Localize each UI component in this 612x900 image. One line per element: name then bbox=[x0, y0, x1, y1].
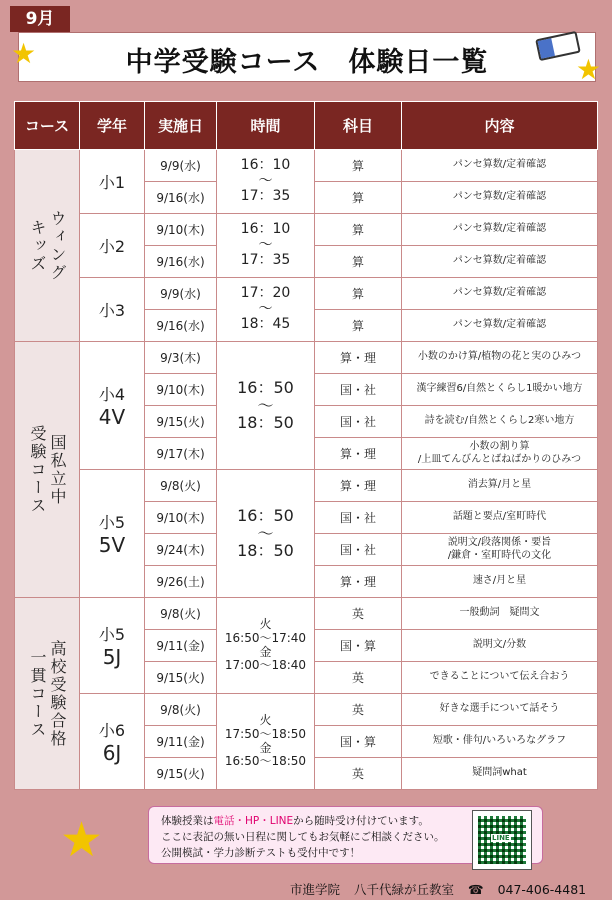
subject-cell: 算 bbox=[315, 310, 402, 342]
subject-cell: 国・社 bbox=[315, 406, 402, 438]
time-cell: 16：50 〜 18：50 bbox=[217, 470, 315, 598]
subject-cell: 国・算 bbox=[315, 726, 402, 758]
grade-cell: 小6 6J bbox=[80, 694, 145, 790]
time-cell: 16：50 〜 18：50 bbox=[217, 342, 315, 470]
subject-cell: 国・社 bbox=[315, 534, 402, 566]
date-cell: 9/10(木) bbox=[145, 214, 217, 246]
content-cell: 漢字練習6/自然とくらし1暖かい地方 bbox=[402, 374, 598, 406]
column-header: 科目 bbox=[315, 102, 402, 150]
star-mascot-icon: ★ bbox=[60, 812, 104, 868]
subject-cell: 国・社 bbox=[315, 502, 402, 534]
date-cell: 9/15(火) bbox=[145, 406, 217, 438]
footer bbox=[290, 880, 596, 898]
content-cell: 一般動詞 疑問文 bbox=[402, 598, 598, 630]
content-cell: 説明文/段落関係・要旨 /鎌倉・室町時代の文化 bbox=[402, 534, 598, 566]
content-cell: 速さ/月と星 bbox=[402, 566, 598, 598]
content-cell: パンセ算数/定着確認 bbox=[402, 246, 598, 278]
content-cell: 消去算/月と星 bbox=[402, 470, 598, 502]
column-header: 時間 bbox=[217, 102, 315, 150]
content-cell: 好きな選手について話そう bbox=[402, 694, 598, 726]
column-header: コース bbox=[15, 102, 80, 150]
subject-cell: 英 bbox=[315, 694, 402, 726]
subject-cell: 算・理 bbox=[315, 470, 402, 502]
subject-cell: 算 bbox=[315, 278, 402, 310]
time-cell: 16：10 〜 17：35 bbox=[217, 150, 315, 214]
subject-cell: 算・理 bbox=[315, 342, 402, 374]
table-row bbox=[15, 150, 598, 182]
subject-cell: 英 bbox=[315, 598, 402, 630]
table-row bbox=[15, 278, 598, 310]
page-title: 中学受験コース 体験日一覧 bbox=[125, 47, 489, 78]
content-cell: パンセ算数/定着確認 bbox=[402, 310, 598, 342]
phone-icon: ☎ bbox=[468, 882, 484, 897]
content-cell: 小数の割り算 /上皿てんびんとばねばかりのひみつ bbox=[402, 438, 598, 470]
content-cell: できることについて伝え合おう bbox=[402, 662, 598, 694]
table-row bbox=[15, 470, 598, 502]
branch-name: 八千代緑が丘教室 bbox=[354, 882, 455, 897]
phone-number[interactable]: 047-406-4481 bbox=[497, 882, 587, 897]
table-header-row bbox=[15, 102, 598, 150]
date-cell: 9/24(木) bbox=[145, 534, 217, 566]
date-cell: 9/3(木) bbox=[145, 342, 217, 374]
subject-cell: 国・算 bbox=[315, 630, 402, 662]
subject-cell: 算 bbox=[315, 150, 402, 182]
time-cell: 火 16:50〜17:40 金 17:00〜18:40 bbox=[217, 598, 315, 694]
notice-line-2: ここに表記の無い日程に関してもお気軽にご相談ください。 bbox=[161, 831, 445, 843]
subject-cell: 算 bbox=[315, 246, 402, 278]
grade-cell: 小4 4V bbox=[80, 342, 145, 470]
date-cell: 9/9(水) bbox=[145, 150, 217, 182]
content-cell: 話題と要点/室町時代 bbox=[402, 502, 598, 534]
month-tab: 9月 bbox=[10, 6, 70, 32]
qr-label: LINE bbox=[492, 834, 510, 842]
date-cell: 9/9(水) bbox=[145, 278, 217, 310]
date-cell: 9/8(火) bbox=[145, 470, 217, 502]
content-cell: 説明文/分数 bbox=[402, 630, 598, 662]
subject-cell: 算・理 bbox=[315, 438, 402, 470]
date-cell: 9/8(火) bbox=[145, 694, 217, 726]
subject-cell: 算 bbox=[315, 182, 402, 214]
table-row bbox=[15, 598, 598, 630]
course-cell: ウィング キッズ bbox=[15, 150, 80, 342]
date-cell: 9/16(水) bbox=[145, 182, 217, 214]
column-header: 実施日 bbox=[145, 102, 217, 150]
date-cell: 9/17(木) bbox=[145, 438, 217, 470]
content-cell: 短歌・俳句/いろいろなグラフ bbox=[402, 726, 598, 758]
content-cell: パンセ算数/定着確認 bbox=[402, 214, 598, 246]
content-cell: パンセ算数/定着確認 bbox=[402, 150, 598, 182]
subject-cell: 算 bbox=[315, 214, 402, 246]
content-cell: 詩を読む/自然とくらし2寒い地方 bbox=[402, 406, 598, 438]
subject-cell: 算・理 bbox=[315, 566, 402, 598]
date-cell: 9/11(金) bbox=[145, 630, 217, 662]
schedule-table bbox=[14, 101, 598, 790]
subject-cell: 国・社 bbox=[315, 374, 402, 406]
star-mascot-icon: ★ bbox=[575, 53, 601, 86]
star-mascot-icon: ★ bbox=[11, 37, 37, 70]
subject-cell: 英 bbox=[315, 662, 402, 694]
notice-line-1: 体験授業は電話・HP・LINEから随時受け付けています。 bbox=[161, 815, 429, 827]
date-cell: 9/15(火) bbox=[145, 758, 217, 790]
date-cell: 9/10(木) bbox=[145, 502, 217, 534]
content-cell: 小数のかけ算/植物の花と実のひみつ bbox=[402, 342, 598, 374]
table-row bbox=[15, 694, 598, 726]
date-cell: 9/16(水) bbox=[145, 310, 217, 342]
grade-cell: 小5 5V bbox=[80, 470, 145, 598]
school-name: 市進学院 bbox=[290, 882, 341, 897]
subject-cell: 英 bbox=[315, 758, 402, 790]
date-cell: 9/10(木) bbox=[145, 374, 217, 406]
time-cell: 16：10 〜 17：35 bbox=[217, 214, 315, 278]
grade-cell: 小2 bbox=[80, 214, 145, 278]
time-cell: 17：20 〜 18：45 bbox=[217, 278, 315, 342]
course-cell: 国私立中 受験コース bbox=[15, 342, 80, 598]
grade-cell: 小5 5J bbox=[80, 598, 145, 694]
grade-cell: 小1 bbox=[80, 150, 145, 214]
date-cell: 9/8(火) bbox=[145, 598, 217, 630]
content-cell: パンセ算数/定着確認 bbox=[402, 182, 598, 214]
column-header: 内容 bbox=[402, 102, 598, 150]
line-qr-code[interactable] bbox=[472, 810, 532, 870]
contact-methods-link[interactable]: 電話・HP・LINE bbox=[213, 815, 294, 827]
date-cell: 9/16(水) bbox=[145, 246, 217, 278]
date-cell: 9/26(土) bbox=[145, 566, 217, 598]
table-row bbox=[15, 342, 598, 374]
column-header: 学年 bbox=[80, 102, 145, 150]
content-cell: 疑問詞what bbox=[402, 758, 598, 790]
title-banner bbox=[11, 32, 601, 86]
table-row bbox=[15, 214, 598, 246]
grade-cell: 小3 bbox=[80, 278, 145, 342]
time-cell: 火 17:50〜18:50 金 16:50〜18:50 bbox=[217, 694, 315, 790]
content-cell: パンセ算数/定着確認 bbox=[402, 278, 598, 310]
date-cell: 9/15(火) bbox=[145, 662, 217, 694]
course-cell: 高校受験合格 一貫コース bbox=[15, 598, 80, 790]
notice-line-3: 公開模試・学力診断テストも受付中です！ bbox=[161, 847, 361, 859]
date-cell: 9/11(金) bbox=[145, 726, 217, 758]
